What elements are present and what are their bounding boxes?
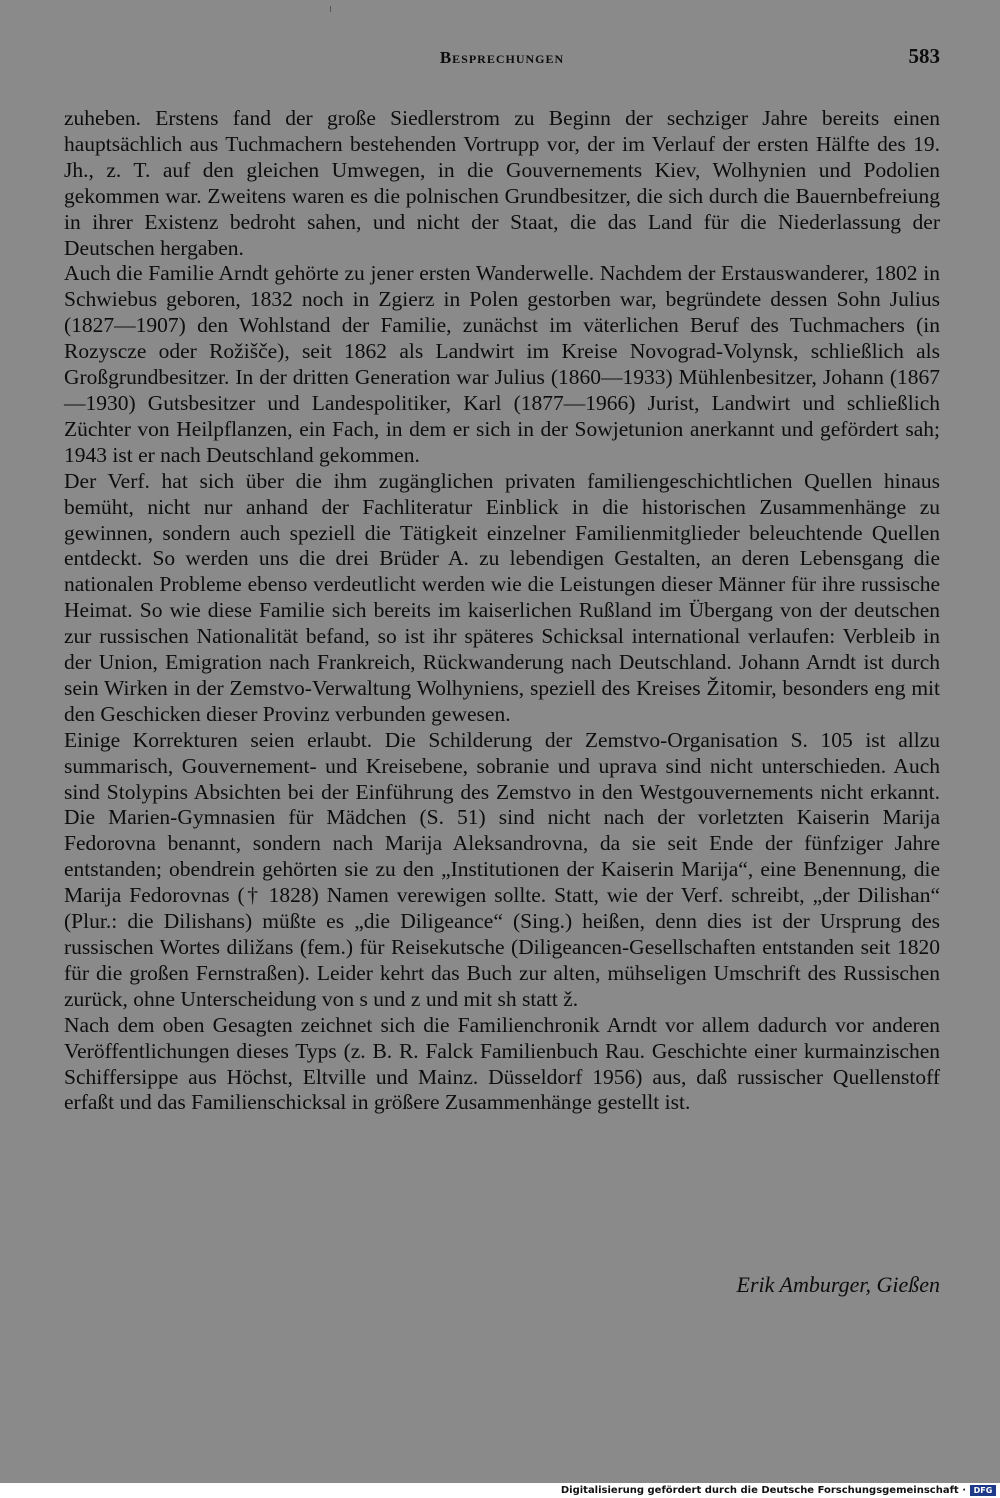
reviewer-signature: Erik Amburger, Gießen — [736, 1272, 940, 1297]
paragraph: Der Verf. hat sich über die ihm zugänglichen privaten familiengeschichtlichen Quellen hinaus bemüht, nicht nur anhand der Fachliteratur Einblick in die historischen Zusammenhänge zu gewinnen, sondern auch speziell die Tätigkeit einzelner Familienmitglieder beleuchtende Quellen entdeckt. So werden uns die drei Brüder A. zu lebendigen Gestalten, an deren Lebensgang die nationalen Probleme ebenso verdeutlicht werden wie die Leistungen dieser Männer für ihre russische Heimat. So wie diese Familie sich bereits im kaiserlichen Rußland im Übergang von der deutschen zur russischen Nationalität befand, so ist ihr späteres Schicksal international verlaufen: Verbleib in der Union, Emigration nach Frankreich, Rückwanderung nach Deutschland. Johann Arndt ist durch sein Wirken in der Zemstvo-Verwaltung Wolhyniens, speziell des Kreises Žitomir, besonders eng mit den Geschicken dieser Provinz verbunden gewesen. — [64, 468, 940, 726]
review-body — [64, 106, 940, 1116]
scan-artifact-mark — [330, 6, 331, 12]
paragraph: zuheben. Erstens fand der große Siedlerstrom zu Beginn der sechziger Jahre bereits einen hauptsächlich aus Tuchmachern bestehenden Vortrupp vor, der im Verlauf der ersten Hälfte des 19. Jh., z. T. auf den gleichen Umwegen, in die Gouvernements Kiev, Wolhynien und Podolien gekommen war. Zweitens waren es die polnischen Grundbesitzer, die sich durch die Bauernbefreiung in ihrer Existenz bedroht sahen, und nicht der Staat, die das Land für die Niederlassung der Deutschen hergaben. — [64, 106, 940, 260]
page-number: 583 — [908, 44, 940, 68]
paragraph: Einige Korrekturen seien erlaubt. Die Schilderung der Zemstvo-Organisation S. 105 ist allzu summarisch, Gouvernement- und Kreisebene, sobranie und uprava sind nicht unterschieden. Auch sind Stolypins Absichten bei der Einführung des Zemstvo in den Westgouvernements nicht erkannt. Die Marien-Gymnasien für Mädchen (S. 51) sind nicht nach der vorletzten Kaiserin Marija Fedorovna benannt, sondern nach Marija Aleksandrovna, da sie seit Ende der fünfziger Jahre entstanden; obendrein gehörten sie zu den „Institutionen der Kaiserin Marija“, eine Benennung, die Marija Fedorovnas († 1828) Namen verewigen sollte. Statt, wie der Verf. schreibt, „der Dilishan“ (Plur.: die Dilishans) müßte es „die Diligeance“ (Sing.) heißen, denn dies ist der Ursprung des russischen Wortes diližans (fem.) für Reisekutsche (Diligeancen-Gesellschaften entstanden seit 1820 für die großen Fernstraßen). Leider kehrt das Buch zur alten, mühseligen Umschrift des Russischen zurück, ohne Unterscheidung von s und z und mit sh statt ž. — [64, 727, 940, 1011]
page-header — [64, 44, 940, 74]
funding-credit: Digitalisierung gefördert durch die Deutsche Forschungsgemeinschaft · — [560, 1485, 966, 1496]
paragraph: Auch die Familie Arndt gehörte zu jener ersten Wanderwelle. Nachdem der Erstauswanderer, 1802 in Schwiebus geboren, 1832 noch in Zgierz in Polen gestorben war, begründete dessen Sohn Julius (1827—1907) den Wohlstand der Familie, zunächst im väterlichen Beruf des Tuchmachers (in Rozyscze oder Rožišče), seit 1862 als Landwirt im Kreise Novograd-Volynsk, schließlich als Großgrundbesitzer. In der dritten Generation war Julius (1860—1933) Mühlenbesitzer, Johann (1867—1930) Gutsbesitzer und Landespolitiker, Karl (1877—1966) Jurist, Landwirt und schließlich Züchter von Heilpflanzen, ein Fach, in dem er sich in der Sowjetunion anerkannt und gefördert sah; 1943 ist er nach Deutschland gekommen. — [64, 261, 940, 467]
paragraph: Nach dem oben Gesagten zeichnet sich die Familienchronik Arndt vor allem dadurch vor anderen Veröffentlichungen dieses Typs (z. B. R. Falck Familienbuch Rau. Geschichte einer kurmainzischen Schiffersippe aus Höchst, Eltville und Mainz. Düsseldorf 1956) aus, daß russischer Quellenstoff erfaßt und das Familienschicksal in größere Zusammenhänge gestellt ist. — [64, 1012, 940, 1115]
running-title: Besprechungen — [439, 48, 565, 67]
footer-bar — [0, 1483, 1000, 1498]
dfg-logo: DFG — [970, 1485, 996, 1496]
